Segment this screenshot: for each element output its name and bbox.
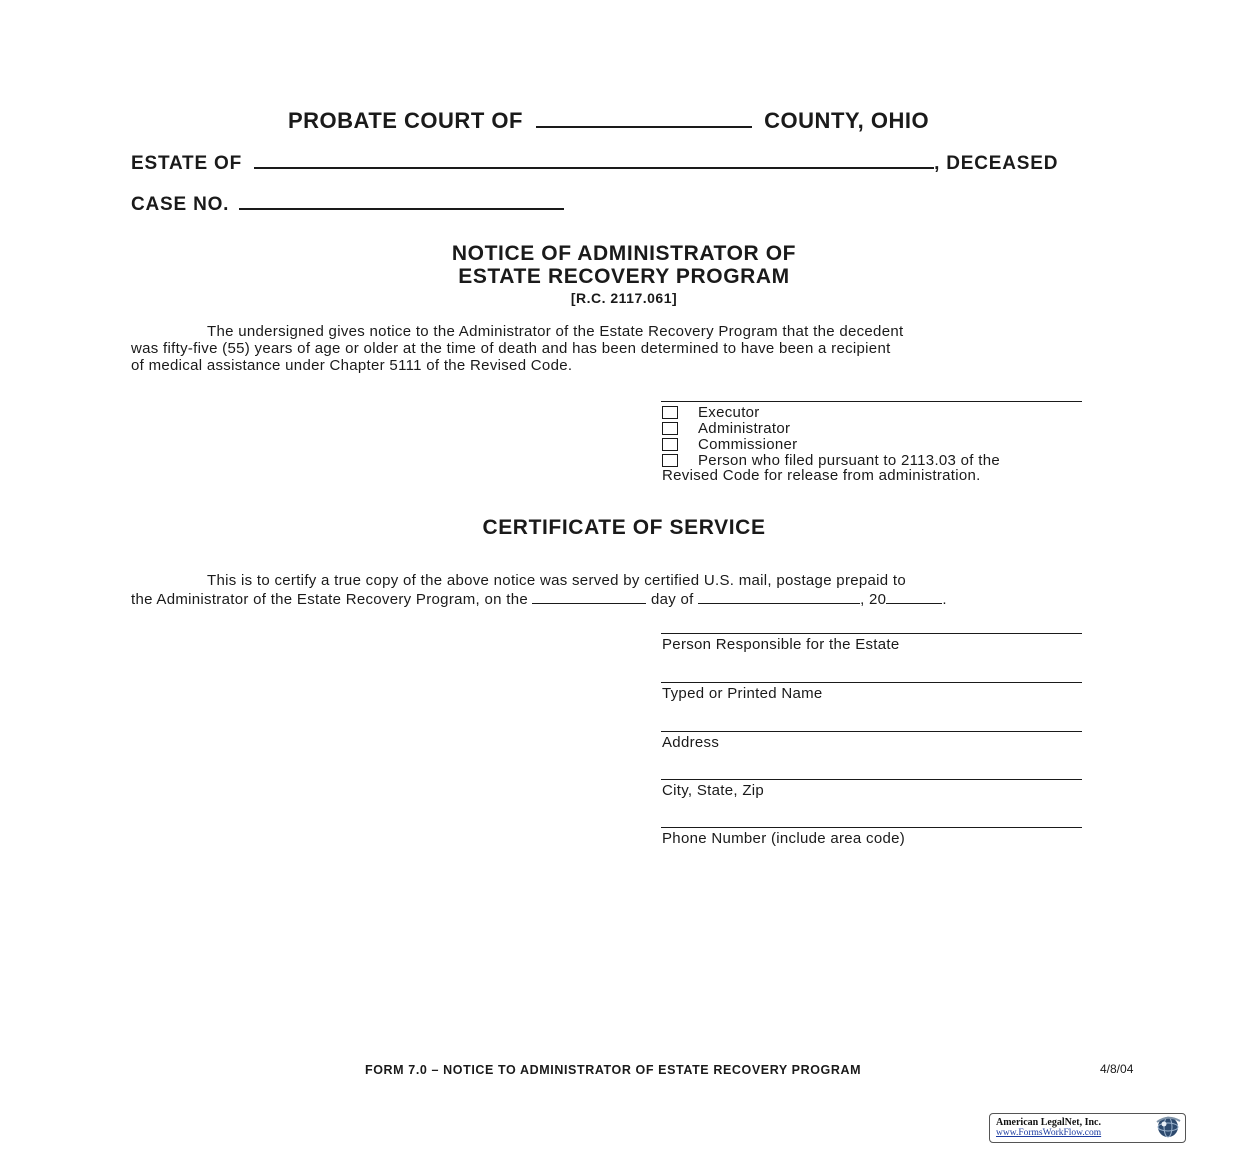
case-label: CASE NO. bbox=[131, 194, 230, 215]
form-footer-title: FORM 7.0 – NOTICE TO ADMINISTRATOR OF ESTATE RECOVERY PROGRAM bbox=[365, 1063, 862, 1077]
person-filed-checkbox[interactable] bbox=[662, 454, 678, 467]
commissioner-checkbox[interactable] bbox=[662, 438, 678, 451]
person-filed-label: Person who filed pursuant to 2113.03 of the bbox=[698, 451, 1000, 469]
notice-body-line1: The undersigned gives notice to the Administrator of the Estate Recovery Program that the decedent bbox=[207, 323, 904, 340]
certificate-line2 bbox=[131, 589, 1121, 608]
logo-company-name: American LegalNet, Inc. bbox=[996, 1117, 1101, 1128]
certificate-line2-a: the Administrator of the Estate Recovery Program, on the bbox=[131, 591, 528, 608]
american-legalnet-logo[interactable] bbox=[989, 1113, 1186, 1143]
administrator-label: Administrator bbox=[698, 419, 791, 437]
estate-prefix: ESTATE OF bbox=[131, 153, 242, 174]
notice-citation: [R.C. 2117.061] bbox=[570, 290, 678, 306]
certificate-line2-c: , 20 bbox=[860, 591, 887, 608]
printed-name-line[interactable] bbox=[661, 682, 1082, 683]
role-option-commissioner[interactable] bbox=[662, 436, 797, 452]
case-line bbox=[131, 190, 564, 216]
form-footer-date: 4/8/04 bbox=[1100, 1062, 1134, 1076]
certificate-body bbox=[131, 572, 1121, 608]
commissioner-label: Commissioner bbox=[698, 435, 798, 453]
certificate-line1: This is to certify a true copy of the above notice was served by certified U.S. mail, postage prepaid to bbox=[207, 572, 907, 589]
executor-checkbox[interactable] bbox=[662, 406, 678, 419]
estate-line bbox=[131, 149, 1058, 175]
role-option-person-filed[interactable] bbox=[662, 452, 1000, 468]
notice-body-line2: was fifty-five (55) years of age or older at the time of death and has been determined to have been a recipient bbox=[131, 340, 891, 357]
phone-number-line[interactable] bbox=[661, 827, 1082, 828]
notice-body bbox=[131, 323, 1121, 374]
court-line bbox=[288, 108, 929, 134]
service-year-field[interactable] bbox=[886, 589, 942, 604]
estate-suffix: , DECEASED bbox=[934, 153, 1059, 174]
phone-number-label: Phone Number (include area code) bbox=[662, 830, 906, 847]
person-filed-continuation: Revised Code for release from administration. bbox=[662, 467, 981, 484]
county-name-field[interactable] bbox=[536, 108, 752, 128]
notice-title-line1: NOTICE OF ADMINISTRATOR OF bbox=[451, 242, 797, 265]
certificate-line2-b: day of bbox=[650, 591, 694, 608]
court-suffix: COUNTY, OHIO bbox=[764, 108, 930, 133]
notice-body-line3: of medical assistance under Chapter 5111 of the Revised Code. bbox=[131, 357, 573, 374]
notice-title-line2: ESTATE RECOVERY PROGRAM bbox=[458, 265, 790, 288]
administrator-checkbox[interactable] bbox=[662, 422, 678, 435]
address-line[interactable] bbox=[661, 731, 1082, 732]
case-number-field[interactable] bbox=[239, 190, 564, 210]
certificate-line2-end: . bbox=[942, 591, 947, 608]
address-label: Address bbox=[662, 734, 720, 751]
logo-website-link[interactable]: www.FormsWorkFlow.com bbox=[996, 1128, 1102, 1138]
city-state-zip-label: City, State, Zip bbox=[662, 782, 765, 799]
responsible-person-label: Person Responsible for the Estate bbox=[662, 636, 900, 653]
service-month-field[interactable] bbox=[698, 589, 860, 604]
globe-icon bbox=[1151, 1112, 1185, 1140]
responsible-person-line[interactable] bbox=[661, 633, 1082, 634]
certificate-title: CERTIFICATE OF SERVICE bbox=[482, 516, 766, 539]
printed-name-label: Typed or Printed Name bbox=[662, 685, 823, 702]
role-option-administrator[interactable] bbox=[662, 420, 790, 436]
court-prefix: PROBATE COURT OF bbox=[288, 108, 523, 133]
notice-title bbox=[0, 242, 1240, 288]
city-state-zip-line[interactable] bbox=[661, 779, 1082, 780]
decedent-name-field[interactable] bbox=[254, 149, 934, 169]
executor-label: Executor bbox=[698, 403, 760, 421]
role-option-executor[interactable] bbox=[662, 404, 760, 420]
notice-signature-line[interactable] bbox=[661, 401, 1082, 402]
service-day-field[interactable] bbox=[532, 589, 646, 604]
